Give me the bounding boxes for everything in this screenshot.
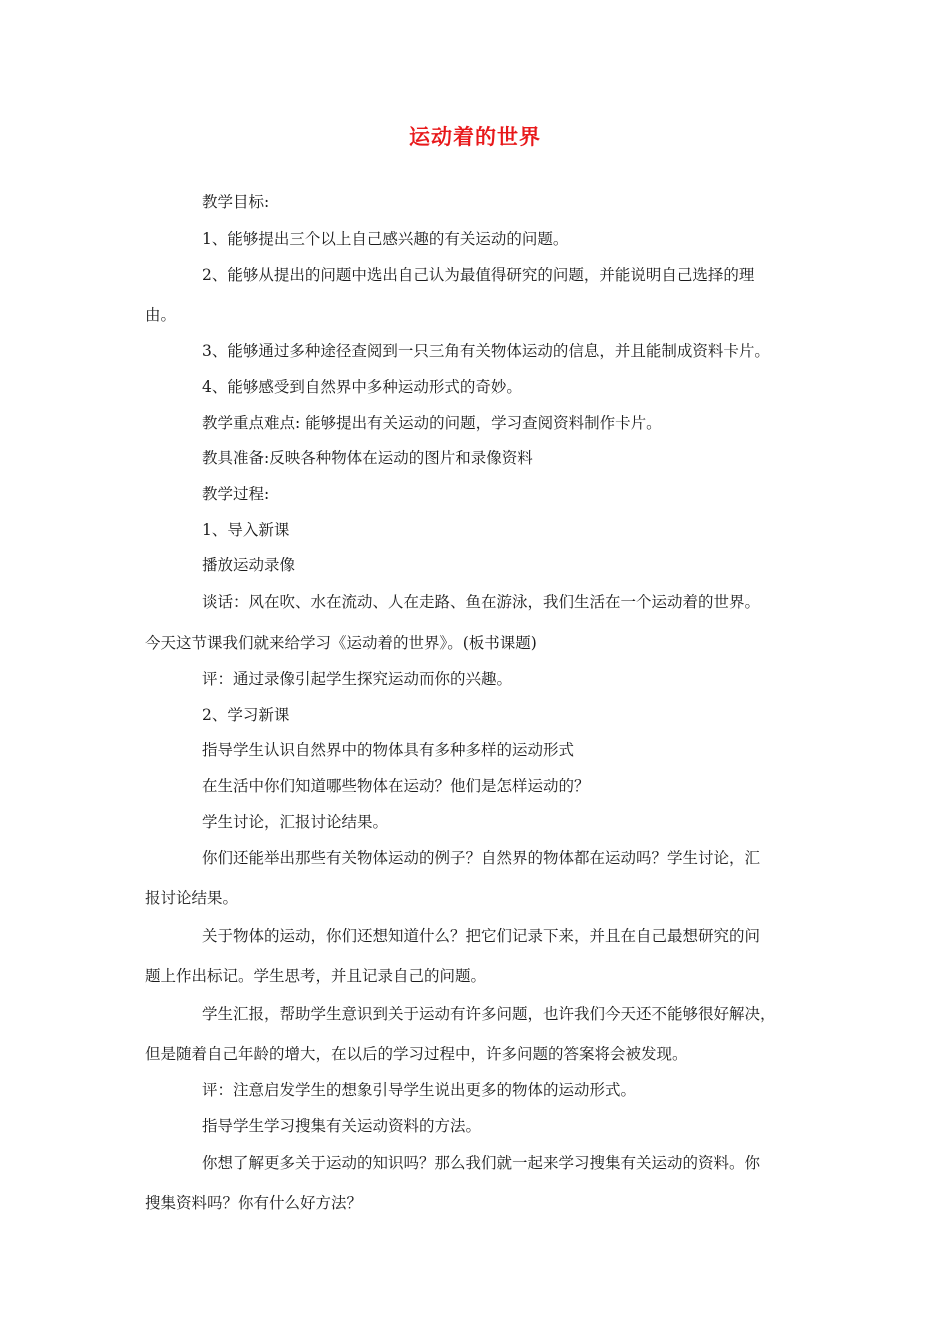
text-line: 谈话：风在吹、水在流动、人在走路、鱼在游泳，我们生活在一个运动着的世界。 bbox=[202, 593, 761, 611]
text-line: 2、学习新课 bbox=[202, 706, 290, 724]
text-line: 教学过程: bbox=[202, 485, 270, 503]
text-line: 指导学生学习搜集有关运动资料的方法。 bbox=[202, 1117, 482, 1135]
text-line: 评：注意启发学生的想象引导学生说出更多的物体的运动形式。 bbox=[202, 1081, 637, 1099]
text-line: 在生活中你们知道哪些物体在运动？他们是怎样运动的？ bbox=[202, 777, 590, 795]
text-line: 搜集资料吗？你有什么好方法？ bbox=[145, 1194, 363, 1212]
text-line: 教具准备:反映各种物体在运动的图片和录像资料 bbox=[202, 449, 533, 467]
text-line: 关于物体的运动，你们还想知道什么？把它们记录下来，并且在自己最想研究的问 bbox=[202, 927, 761, 945]
document-title: 运动着的世界 bbox=[409, 125, 541, 149]
text-line: 播放运动录像 bbox=[202, 556, 296, 574]
text-line: 今天这节课我们就来给学习《运动着的世界》。(板书课题) bbox=[145, 634, 537, 652]
text-line: 题上作出标记。学生思考，并且记录自己的问题。 bbox=[145, 967, 487, 985]
text-line: 3、能够通过多种途径查阅到一只三角有关物体运动的信息，并且能制成资料卡片。 bbox=[202, 342, 770, 360]
text-line: 教学重点难点: 能够提出有关运动的问题，学习查阅资料制作卡片。 bbox=[202, 414, 662, 432]
text-line: 你想了解更多关于运动的知识吗？那么我们就一起来学习搜集有关运动的资料。你 bbox=[202, 1154, 761, 1172]
text-line: 报讨论结果。 bbox=[145, 889, 239, 907]
text-line: 由。 bbox=[145, 306, 177, 324]
text-line: 评：通过录像引起学生探究运动而你的兴趣。 bbox=[202, 670, 513, 688]
text-line: 学生讨论，汇报讨论结果。 bbox=[202, 813, 389, 831]
text-line: 但是随着自己年龄的增大，在以后的学习过程中，许多问题的答案将会被发现。 bbox=[145, 1045, 688, 1063]
text-line: 你们还能举出那些有关物体运动的例子？自然界的物体都在运动吗？学生讨论，汇 bbox=[202, 849, 761, 867]
text-line: 1、导入新课 bbox=[202, 521, 290, 539]
text-line: 4、能够感受到自然界中多种运动形式的奇妙。 bbox=[202, 378, 522, 396]
text-line: 2、能够从提出的问题中选出自己认为最值得研究的问题，并能说明自己选择的理 bbox=[202, 266, 755, 284]
text-line: 指导学生认识自然界中的物体具有多种多样的运动形式 bbox=[202, 741, 575, 759]
text-line: 1、能够提出三个以上自己感兴趣的有关运动的问题。 bbox=[202, 230, 569, 248]
text-line: 教学目标: bbox=[202, 193, 270, 211]
text-line: 学生汇报，帮助学生意识到关于运动有许多问题，也许我们今天还不能够很好解决， bbox=[202, 1005, 776, 1023]
